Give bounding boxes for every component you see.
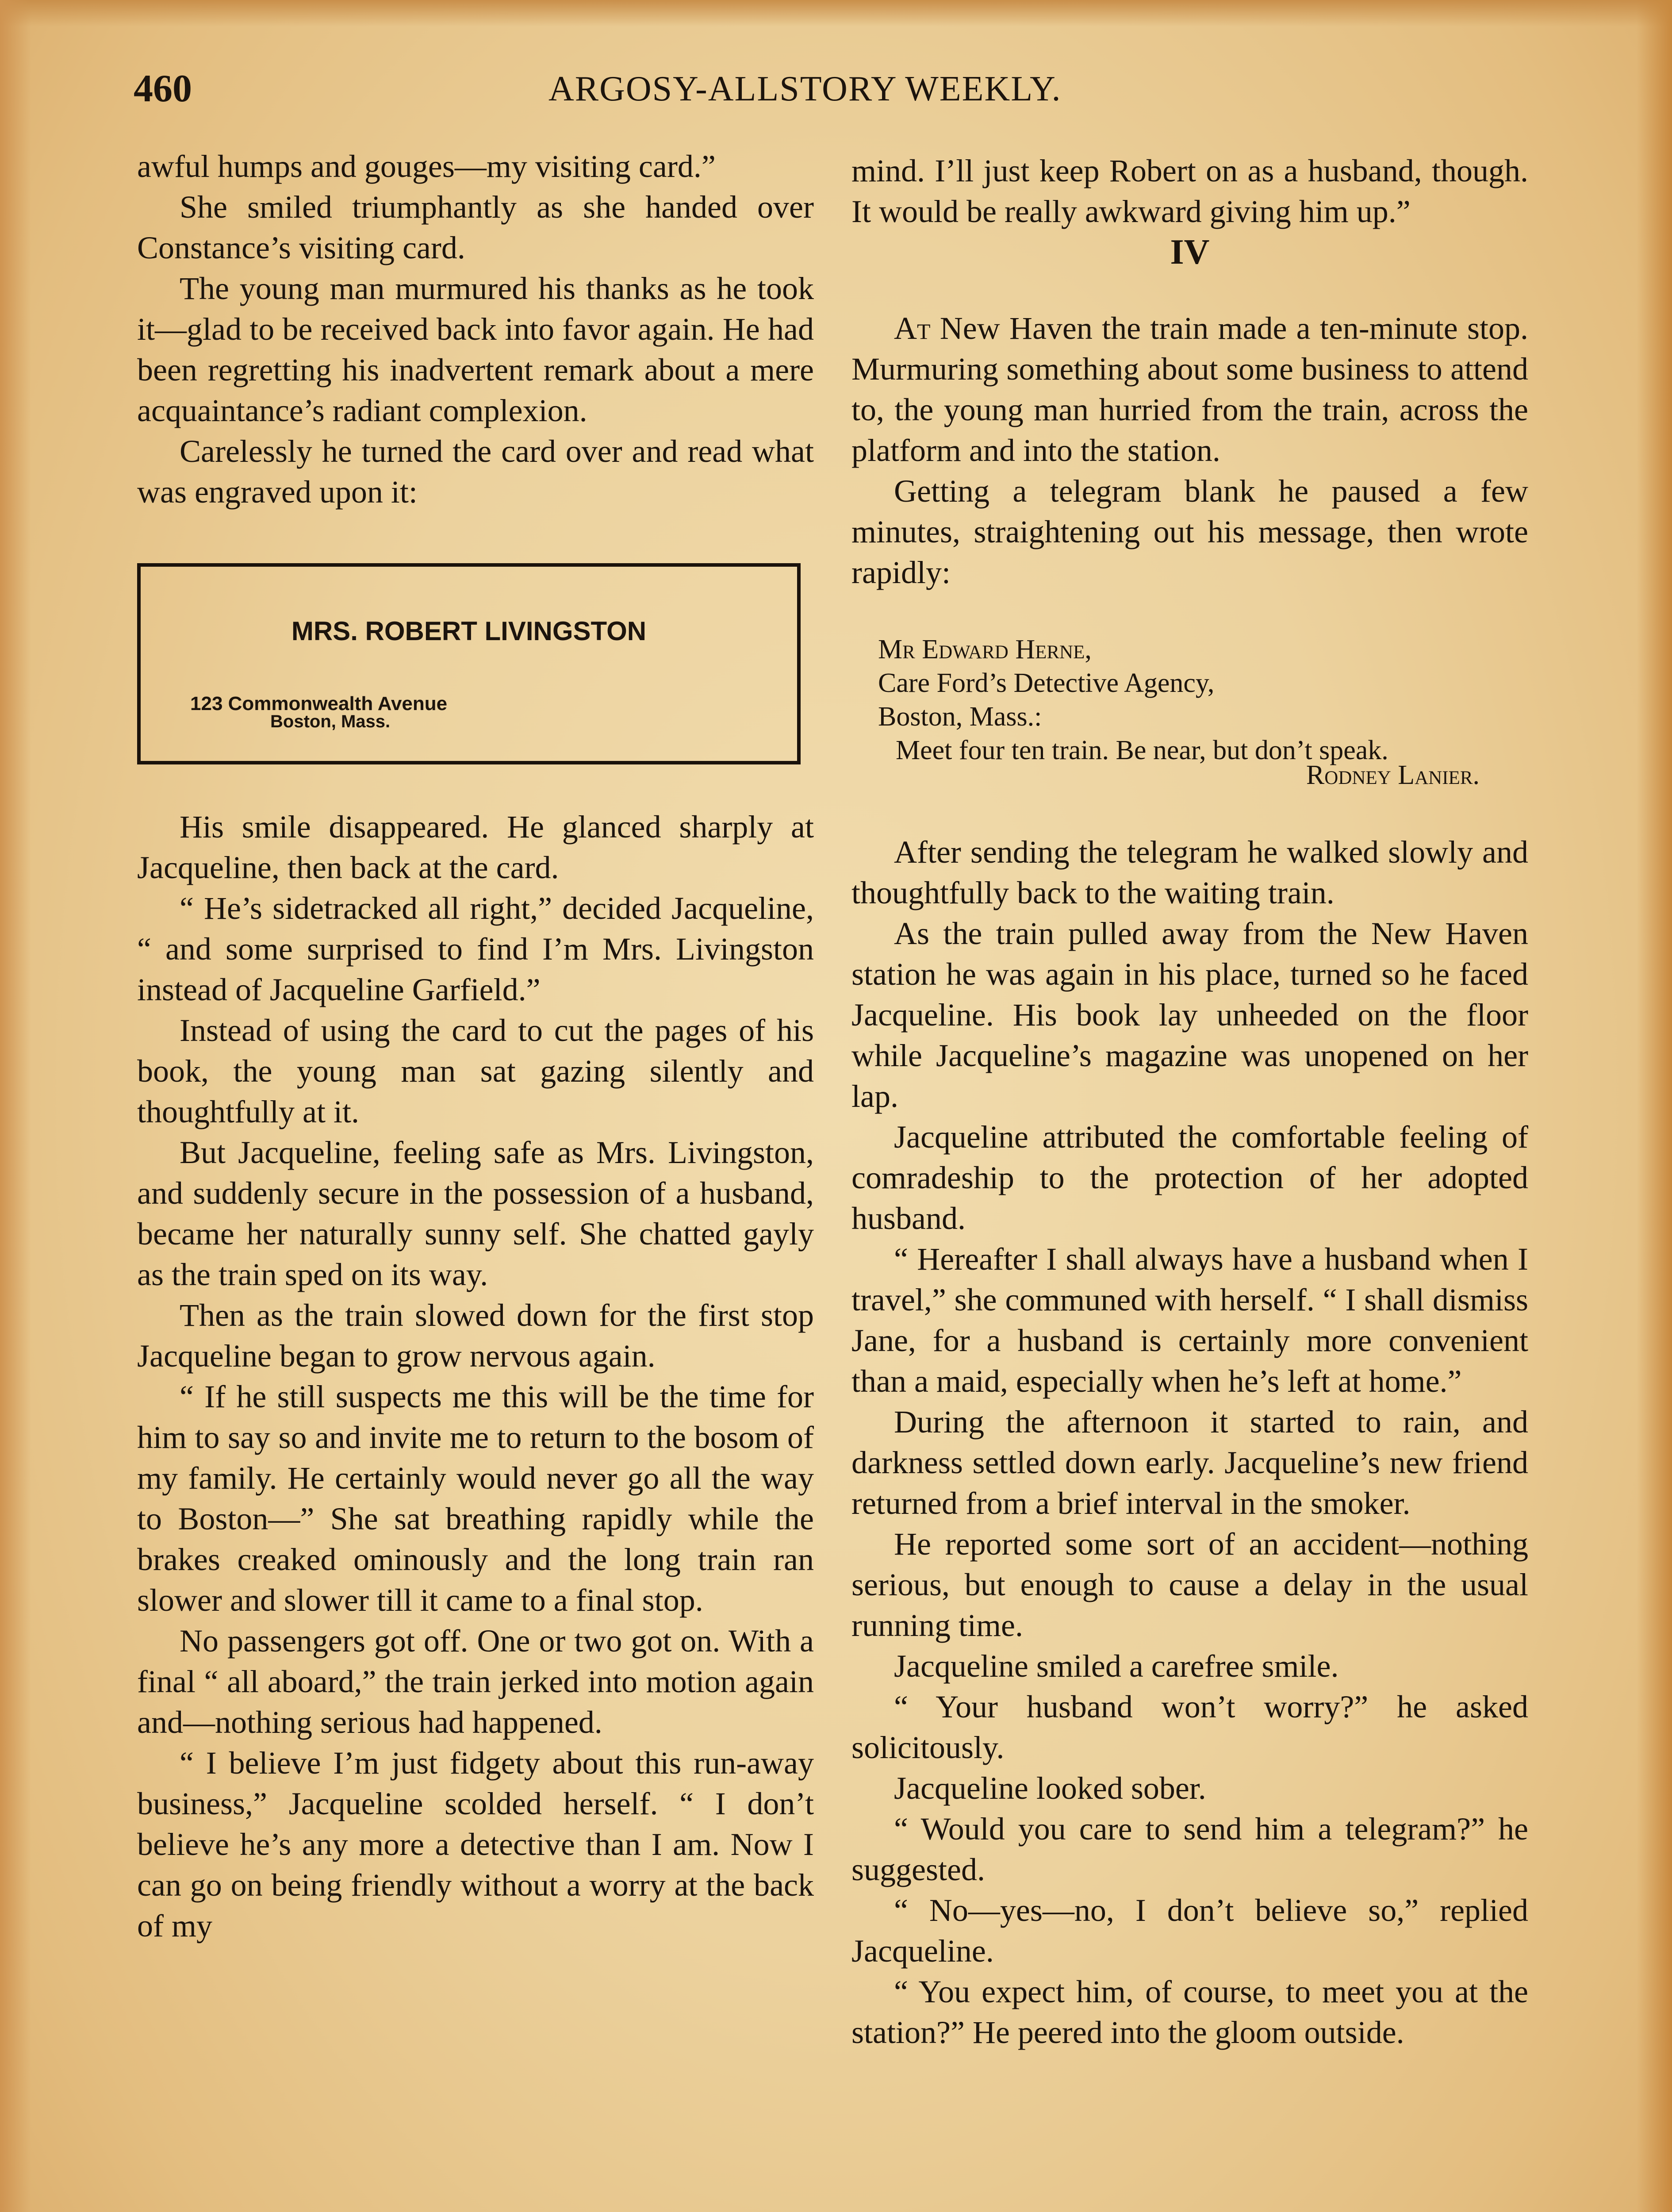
card-address-line2: Boston, Mass. — [270, 712, 391, 731]
scan-edge-top — [0, 0, 1672, 27]
running-head: ARGOSY-ALLSTORY WEEKLY. — [548, 69, 1062, 108]
telegram-addressee: Mr Edward Herne, — [878, 634, 1092, 664]
telegram-line: Care Ford’s Detective Agency, — [878, 668, 1215, 698]
telegram — [878, 633, 1528, 792]
paragraph: “ He’s sidetracked all right,” decided Jacqueline, “ and some surprised to find I’m Mrs. Livingston instead of Jacqueline Garfield.” — [137, 891, 814, 1007]
card-address-line1: 123 Commonwealth Avenue — [190, 693, 448, 714]
paragraph: Jacqueline looked sober. — [894, 1770, 1206, 1806]
paragraph: “ I believe I’m just fidgety about this run-away business,” Jacqueline scolded herself. “ I don’t believe he’s any more a detective than I am. Now I can go on being friendly without a worry at the back of my — [137, 1745, 814, 1943]
paragraph: But Jacqueline, feeling safe as Mrs. Livingston, and suddenly secure in the possession of a husband, became her naturally sunny self. She chatted gayly as the train sped on its way. — [137, 1135, 814, 1292]
paragraph: awful humps and gouges—my visiting card.” — [137, 149, 716, 184]
paragraph: Jacqueline smiled a carefree smile. — [894, 1648, 1339, 1684]
paragraph: The young man murmured his thanks as he took it—glad to be received back into favor again. He had been regretting his inadvertent remark about a mere acquaintance’s radiant complexion. — [137, 271, 814, 428]
paragraph: Jacqueline attributed the comfortable feeling of comradeship to the protection of her adopted husband. — [851, 1119, 1528, 1236]
paragraph: Getting a telegram blank he paused a few minutes, straightening out his message, then wrote rapidly: — [851, 473, 1528, 590]
paragraph: During the afternoon it started to rain, and darkness settled down early. Jacqueline’s new friend returned from a brief interval in the smoker. — [851, 1404, 1528, 1521]
paragraph: mind. I’ll just keep Robert on as a husband, though. It would be really awkward giving him up.” — [851, 153, 1528, 229]
card-name: MRS. ROBERT LIVINGSTON — [291, 616, 647, 646]
right-column — [851, 150, 1528, 2053]
left-column — [137, 146, 814, 1946]
scan-edge-left — [0, 0, 31, 2212]
paragraph: “ Would you care to send him a telegram?” he suggested. — [851, 1811, 1528, 1887]
paragraph: His smile disappeared. He glanced sharply at Jacqueline, then back at the card. — [137, 809, 814, 885]
section-heading: IV — [1170, 233, 1210, 272]
paragraph: “ Hereafter I shall always have a husband when I travel,” she communed with herself. “ I shall dismiss Jane, for a husband is certainly more convenient than a maid, especially when he’s left at home.” — [851, 1241, 1528, 1399]
paragraph: “ No—yes—no, I don’t believe so,” replied Jacqueline. — [851, 1893, 1528, 1969]
paragraph: She smiled triumphantly as she handed over Constance’s visiting card. — [137, 189, 814, 265]
telegram-line: Boston, Mass.: — [878, 702, 1042, 732]
section-opening-text: New Haven the train made a ten-minute stop. Murmuring something about some business to attend to, the young man hurried from the train, across the platform and into the station. — [851, 311, 1528, 468]
paragraph: As the train pulled away from the New Haven station he was again in his place, turned so he faced Jacqueline. His book lay unheeded on the floor while Jacqueline’s magazine was unopened on her lap. — [851, 916, 1528, 1114]
paragraph: “ Your husband won’t worry?” he asked solicitously. — [851, 1689, 1528, 1765]
paragraph: “ If he still suspects me this will be the time for him to say so and invite me to return to the bosom of my family. He certainly would never go all the way to Boston—” She sat breathing rapidly while the brakes creaked ominously and the long train ran slower and slower till it came to a final stop. — [137, 1379, 814, 1618]
scan-edge-right — [1637, 0, 1672, 2212]
telegram-signature: Rodney Lanier. — [1306, 760, 1480, 790]
section-opening-smallcaps: At — [894, 311, 931, 346]
visiting-card — [137, 563, 801, 764]
paragraph: He reported some sort of an accident—nothing serious, but enough to cause a delay in the usual running time. — [851, 1526, 1528, 1643]
paragraph: “ You expect him, of course, to meet you at the station?” He peered into the gloom outside. — [851, 1974, 1528, 2050]
paragraph: After sending the telegram he walked slowly and thoughtfully back to the waiting train. — [851, 834, 1528, 910]
paragraph: Instead of using the card to cut the pages of his book, the young man sat gazing silently and thoughtfully at it. — [137, 1013, 814, 1129]
paragraph: No passengers got off. One or two got on. With a final “ all aboard,” the train jerked into motion again and—nothing serious had happened. — [137, 1623, 814, 1740]
section-opening-paragraph — [851, 308, 1528, 471]
paragraph: Then as the train slowed down for the first stop Jacqueline began to grow nervous again. — [137, 1298, 814, 1374]
page-number: 460 — [134, 67, 192, 110]
telegram-message: Meet four ten train. Be near, but don’t speak. — [896, 735, 1388, 765]
paragraph: Carelessly he turned the card over and read what was engraved upon it: — [137, 434, 814, 510]
